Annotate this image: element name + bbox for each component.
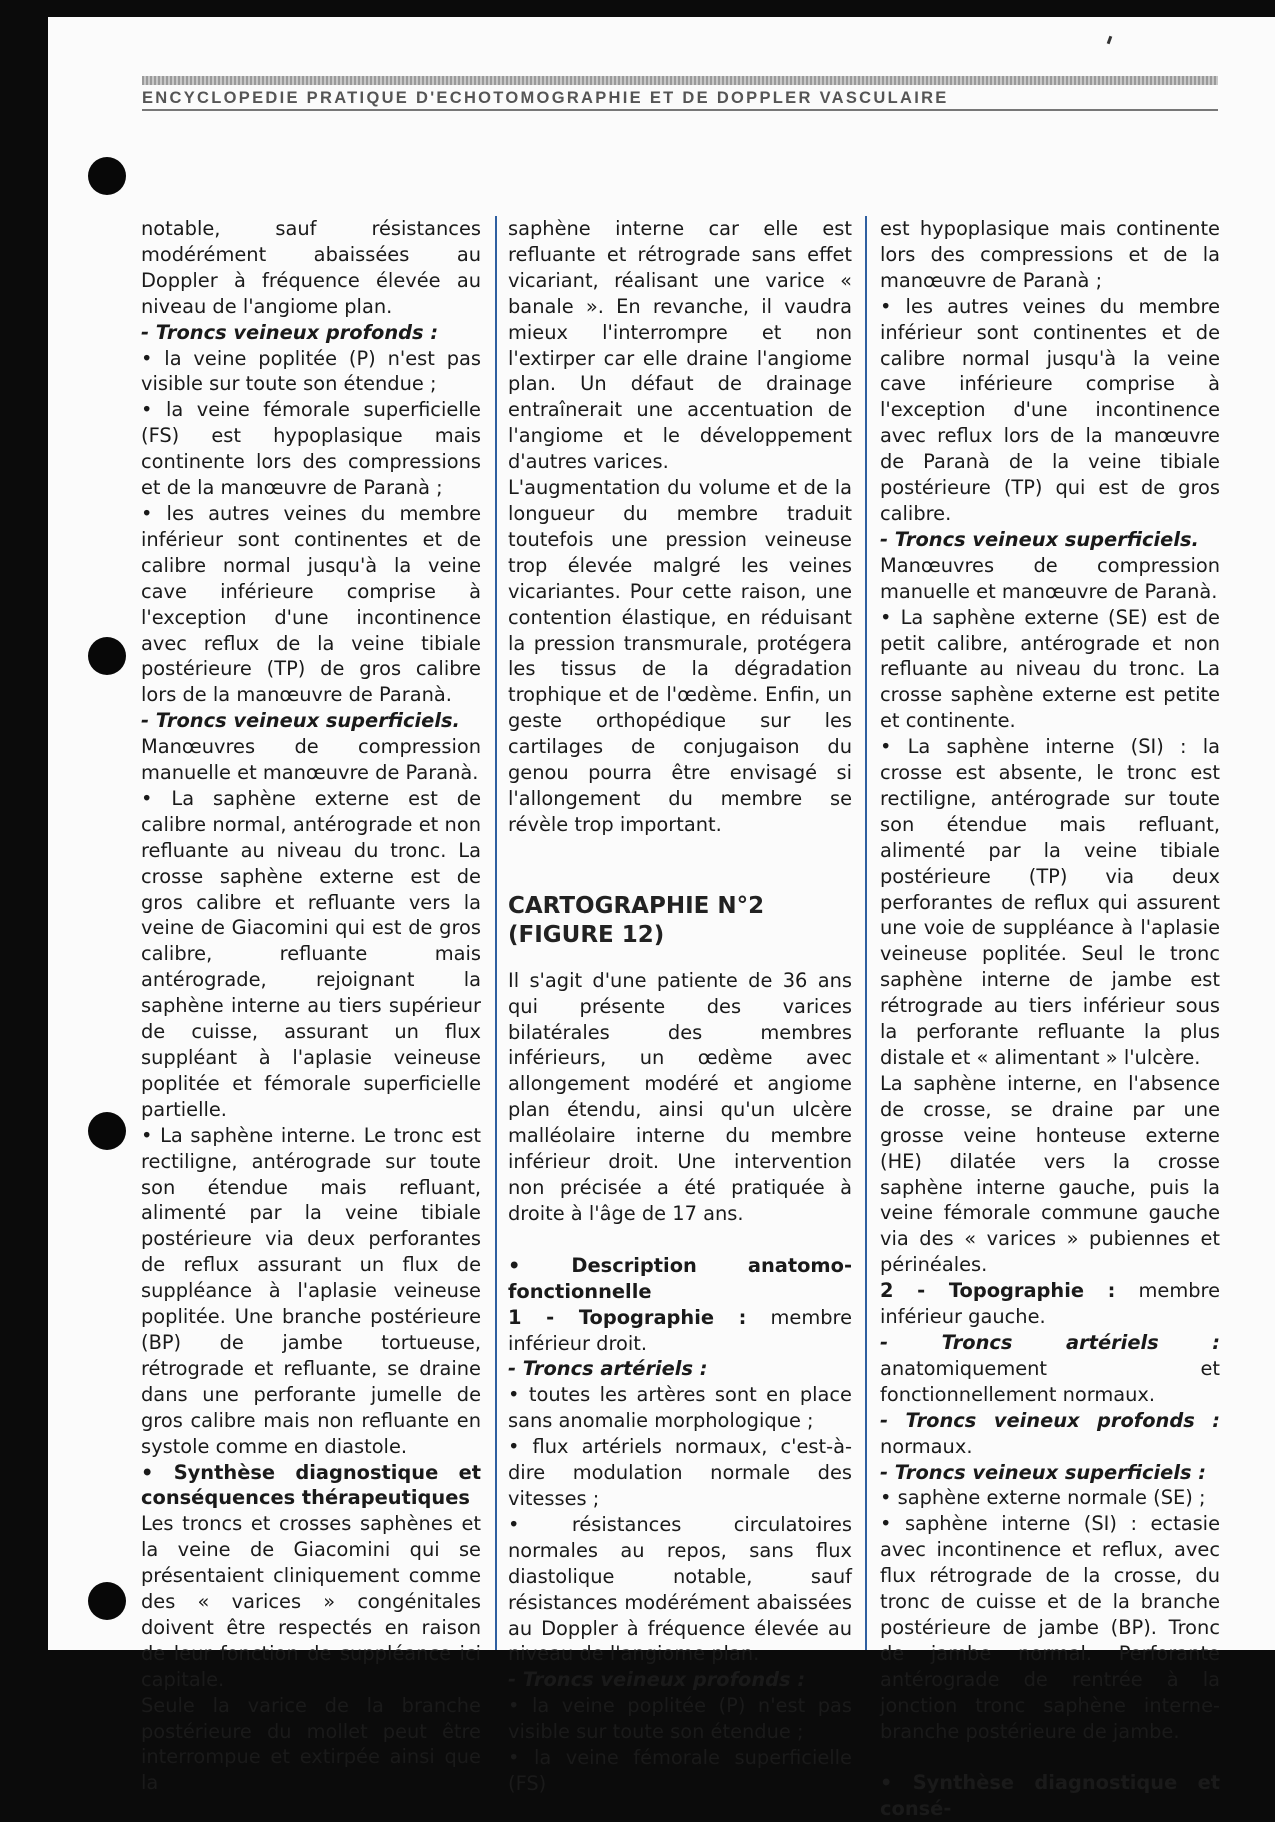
paragraph: L'augmentation du volume et de la longueur du membre traduit toutefois une pression veineuse trop élevée malgré les veines vicariantes. Pour cette raison, une contention élastique, en réduisant la pression transmurale, protégera les tissus de la dégradation trophique et de l'œdème. Enfin, un geste orthopédique sur les cartilages de conjugaison du genou pourra être envisagé si l'allongement du membre se révèle trop important. bbox=[508, 476, 852, 836]
paragraph: notable, sauf résistances modérément abaissées au Doppler à fréquence élevée au niveau de l'angiome plan. bbox=[141, 217, 481, 318]
header-rule bbox=[142, 109, 1218, 111]
subheading: - Troncs veineux superficiels. bbox=[880, 527, 1199, 551]
subheading: • Synthèse diagnostique et conséquences thérapeutiques bbox=[141, 1460, 481, 1510]
paragraph: Manœuvres de compression manuelle et manœuvre de Paranà. bbox=[880, 553, 1220, 603]
binder-hole bbox=[88, 1582, 126, 1620]
list-item: • saphène interne (SI) : ectasie avec incontinence et reflux, avec flux rétrograde de la crosse, du tronc de cuisse et de la branche postérieure de jambe (BP). Tronc de jambe normal. Perforante antérograde de rentrée à la jonction tronc saphène interne-branche postérieure de jambe. bbox=[880, 1512, 1220, 1743]
list-item: • la veine poplitée (P) n'est pas visible sur toute son étendue ; bbox=[508, 1694, 852, 1744]
list-item: • résistances circulatoires normales au repos, sans flux diastolique notable, sauf résistances modérément abaissées au Doppler à fréquence élevée au niveau de l'angiome plan. bbox=[508, 1512, 852, 1666]
paragraph: La saphène interne, en l'absence de crosse, se draine par une grosse veine honteuse externe (HE) dilatée vers la crosse saphène interne gauche, puis la veine fémorale commune gauche via des « varices » pubiennes et périnéales. bbox=[880, 1071, 1220, 1277]
list-item: • saphène externe normale (SE) ; bbox=[880, 1486, 1206, 1510]
paragraph bbox=[880, 1408, 1220, 1460]
label: - Troncs artériels : bbox=[880, 1330, 1220, 1354]
label-text: membre inférieur gauche. bbox=[880, 1279, 1221, 1329]
section-subtitle: (FIGURE 12) bbox=[508, 921, 665, 948]
paragraph: Manœuvres de compression manuelle et manœuvre de Paranà. bbox=[141, 735, 481, 785]
list-item: • les autres veines du membre inférieur sont continentes et de calibre normal jusqu'à la veine cave inférieure comprise à l'exception d'une incontinence avec reflux lors de la manœuvre de Paranà de la veine tibiale postérieure (TP) qui est de gros calibre. bbox=[880, 294, 1220, 525]
list-item: • La saphène externe (SE) est de petit calibre, antérograde et non refluante au niveau du tronc. La crosse saphène externe est petite et continente. bbox=[880, 605, 1220, 733]
paragraph bbox=[508, 1305, 852, 1357]
subheading: - Troncs veineux profonds : bbox=[508, 1668, 806, 1692]
binder-hole bbox=[88, 157, 126, 195]
column-divider bbox=[495, 216, 497, 1650]
paragraph: est hypoplasique mais continente lors des compressions et de la manœuvre de Paranà ; bbox=[880, 217, 1220, 292]
subheading: • Synthèse diagnostique et consé- bbox=[880, 1771, 1220, 1821]
paragraph: Seule la varice de la branche postérieure du mollet peut être interrompue et extirpée ainsi que la bbox=[141, 1693, 481, 1795]
label: 1 - Topographie : bbox=[508, 1305, 747, 1329]
header-pattern-bar bbox=[142, 76, 1218, 85]
label-text: normaux. bbox=[880, 1434, 973, 1458]
section-title: CARTOGRAPHIE N°2 bbox=[508, 892, 765, 919]
running-header: ENCYCLOPEDIE PRATIQUE D'ECHOTOMOGRAPHIE ET DE DOPPLER VASCULAIRE bbox=[142, 89, 949, 107]
list-item: • la veine fémorale superficielle (FS) bbox=[508, 1746, 852, 1795]
list-item: • les autres veines du membre inférieur sont continentes et de calibre normal jusqu'à la veine cave inférieure comprise à l'exception d'une incontinence avec reflux de la veine tibiale postérieure (TP) de gros calibre lors de la manœuvre de Paranà. bbox=[141, 501, 481, 707]
list-item: • La saphène interne (SI) : la crosse est absente, le tronc est rectiligne, antérograde sur toute son étendue mais refluant, alimenté par la veine tibiale postérieure (TP) via deux perforantes de reflux qui assurent une voie de suppléance à l'aplasie veineuse poplitée. Seul le tronc saphène interne de jambe est rétrograde au tiers inférieur sous la perforante refluante la plus distale et « alimentant » l'ulcère. bbox=[880, 735, 1220, 1069]
subheading: - Troncs artériels : bbox=[508, 1357, 708, 1381]
text-column-2 bbox=[508, 216, 853, 1795]
paragraph: Les troncs et crosses saphènes et la veine de Giacomini qui se présentaient cliniquement comme des « varices » congénitales doivent être respectés en raison de leur fonction de suppléance ici capitale. bbox=[141, 1512, 481, 1691]
paragraph bbox=[880, 1278, 1220, 1330]
paragraph: Il s'agit d'une patiente de 36 ans qui présente des varices bilatérales des membres inférieurs, un œdème avec allongement modéré et angiome plan étendu, ainsi qu'un ulcère malléolaire interne du membre inférieur droit. Une intervention non précisée a été pratiquée à droite à l'âge de 17 ans. bbox=[508, 968, 852, 1225]
list-item: • toutes les artères sont en place sans anomalie morphologique ; bbox=[508, 1383, 852, 1433]
label: 2 - Topographie : bbox=[880, 1279, 1116, 1303]
paragraph bbox=[880, 1330, 1220, 1408]
column-divider bbox=[865, 216, 867, 1650]
subheading: • Description anatomo-fonctionnelle bbox=[508, 1253, 852, 1303]
text-column-3 bbox=[880, 216, 1221, 1821]
label-text: anatomiquement et fonctionnellement normaux. bbox=[880, 1356, 1220, 1406]
paragraph: saphène interne car elle est refluante et rétrograde sans effet vicariant, réalisant une varice « banale ». En revanche, il vaudra mieux l'interrompre et non l'extirper car elle draine l'angiome plan. Un défaut de drainage entraînerait une accentuation de l'angiome et le développement d'autres varices. bbox=[508, 217, 852, 474]
list-item: • La saphène externe est de calibre normal, antérograde et non refluante au niveau du tronc. La crosse saphène externe est de gros calibre et refluante vers la veine de Giacomini qui est de gros calibre, refluante mais antérograde, rejoignant la saphène interne au tiers supérieur de cuisse, assurant un flux suppléant à l'aplasie veineuse poplitée et fémorale superficielle partielle. bbox=[141, 786, 481, 1121]
label: - Troncs veineux profonds : bbox=[880, 1408, 1220, 1432]
label-text: membre inférieur droit. bbox=[508, 1305, 853, 1355]
list-item: • la veine fémorale superficielle (FS) est hypoplasique mais continente lors des compressions et de la manœuvre de Paranà ; bbox=[141, 398, 481, 500]
binder-hole bbox=[88, 637, 126, 675]
subheading: - Troncs veineux profonds : bbox=[141, 320, 439, 344]
subheading: - Troncs veineux superficiels : bbox=[880, 1460, 1207, 1484]
binder-hole bbox=[88, 1112, 126, 1150]
list-item: • la veine poplitée (P) n'est pas visible sur toute son étendue ; bbox=[141, 346, 481, 396]
subheading: - Troncs veineux superficiels. bbox=[141, 709, 460, 733]
list-item: • La saphène interne. Le tronc est rectiligne, antérograde sur toute son étendue mais refluant, alimenté par la veine tibiale postérieure via deux perforantes de reflux assurant un flux de suppléance à l'aplasie veineuse poplitée. Une branche postérieure (BP) de jambe tortueuse, rétrograde et refluante, se draine dans une perforante jumelle de gros calibre mais non refluante en systole comme en diastole. bbox=[141, 1123, 481, 1458]
text-column-1 bbox=[141, 216, 481, 1795]
list-item: • flux artériels normaux, c'est-à-dire modulation normale des vitesses ; bbox=[508, 1435, 852, 1510]
